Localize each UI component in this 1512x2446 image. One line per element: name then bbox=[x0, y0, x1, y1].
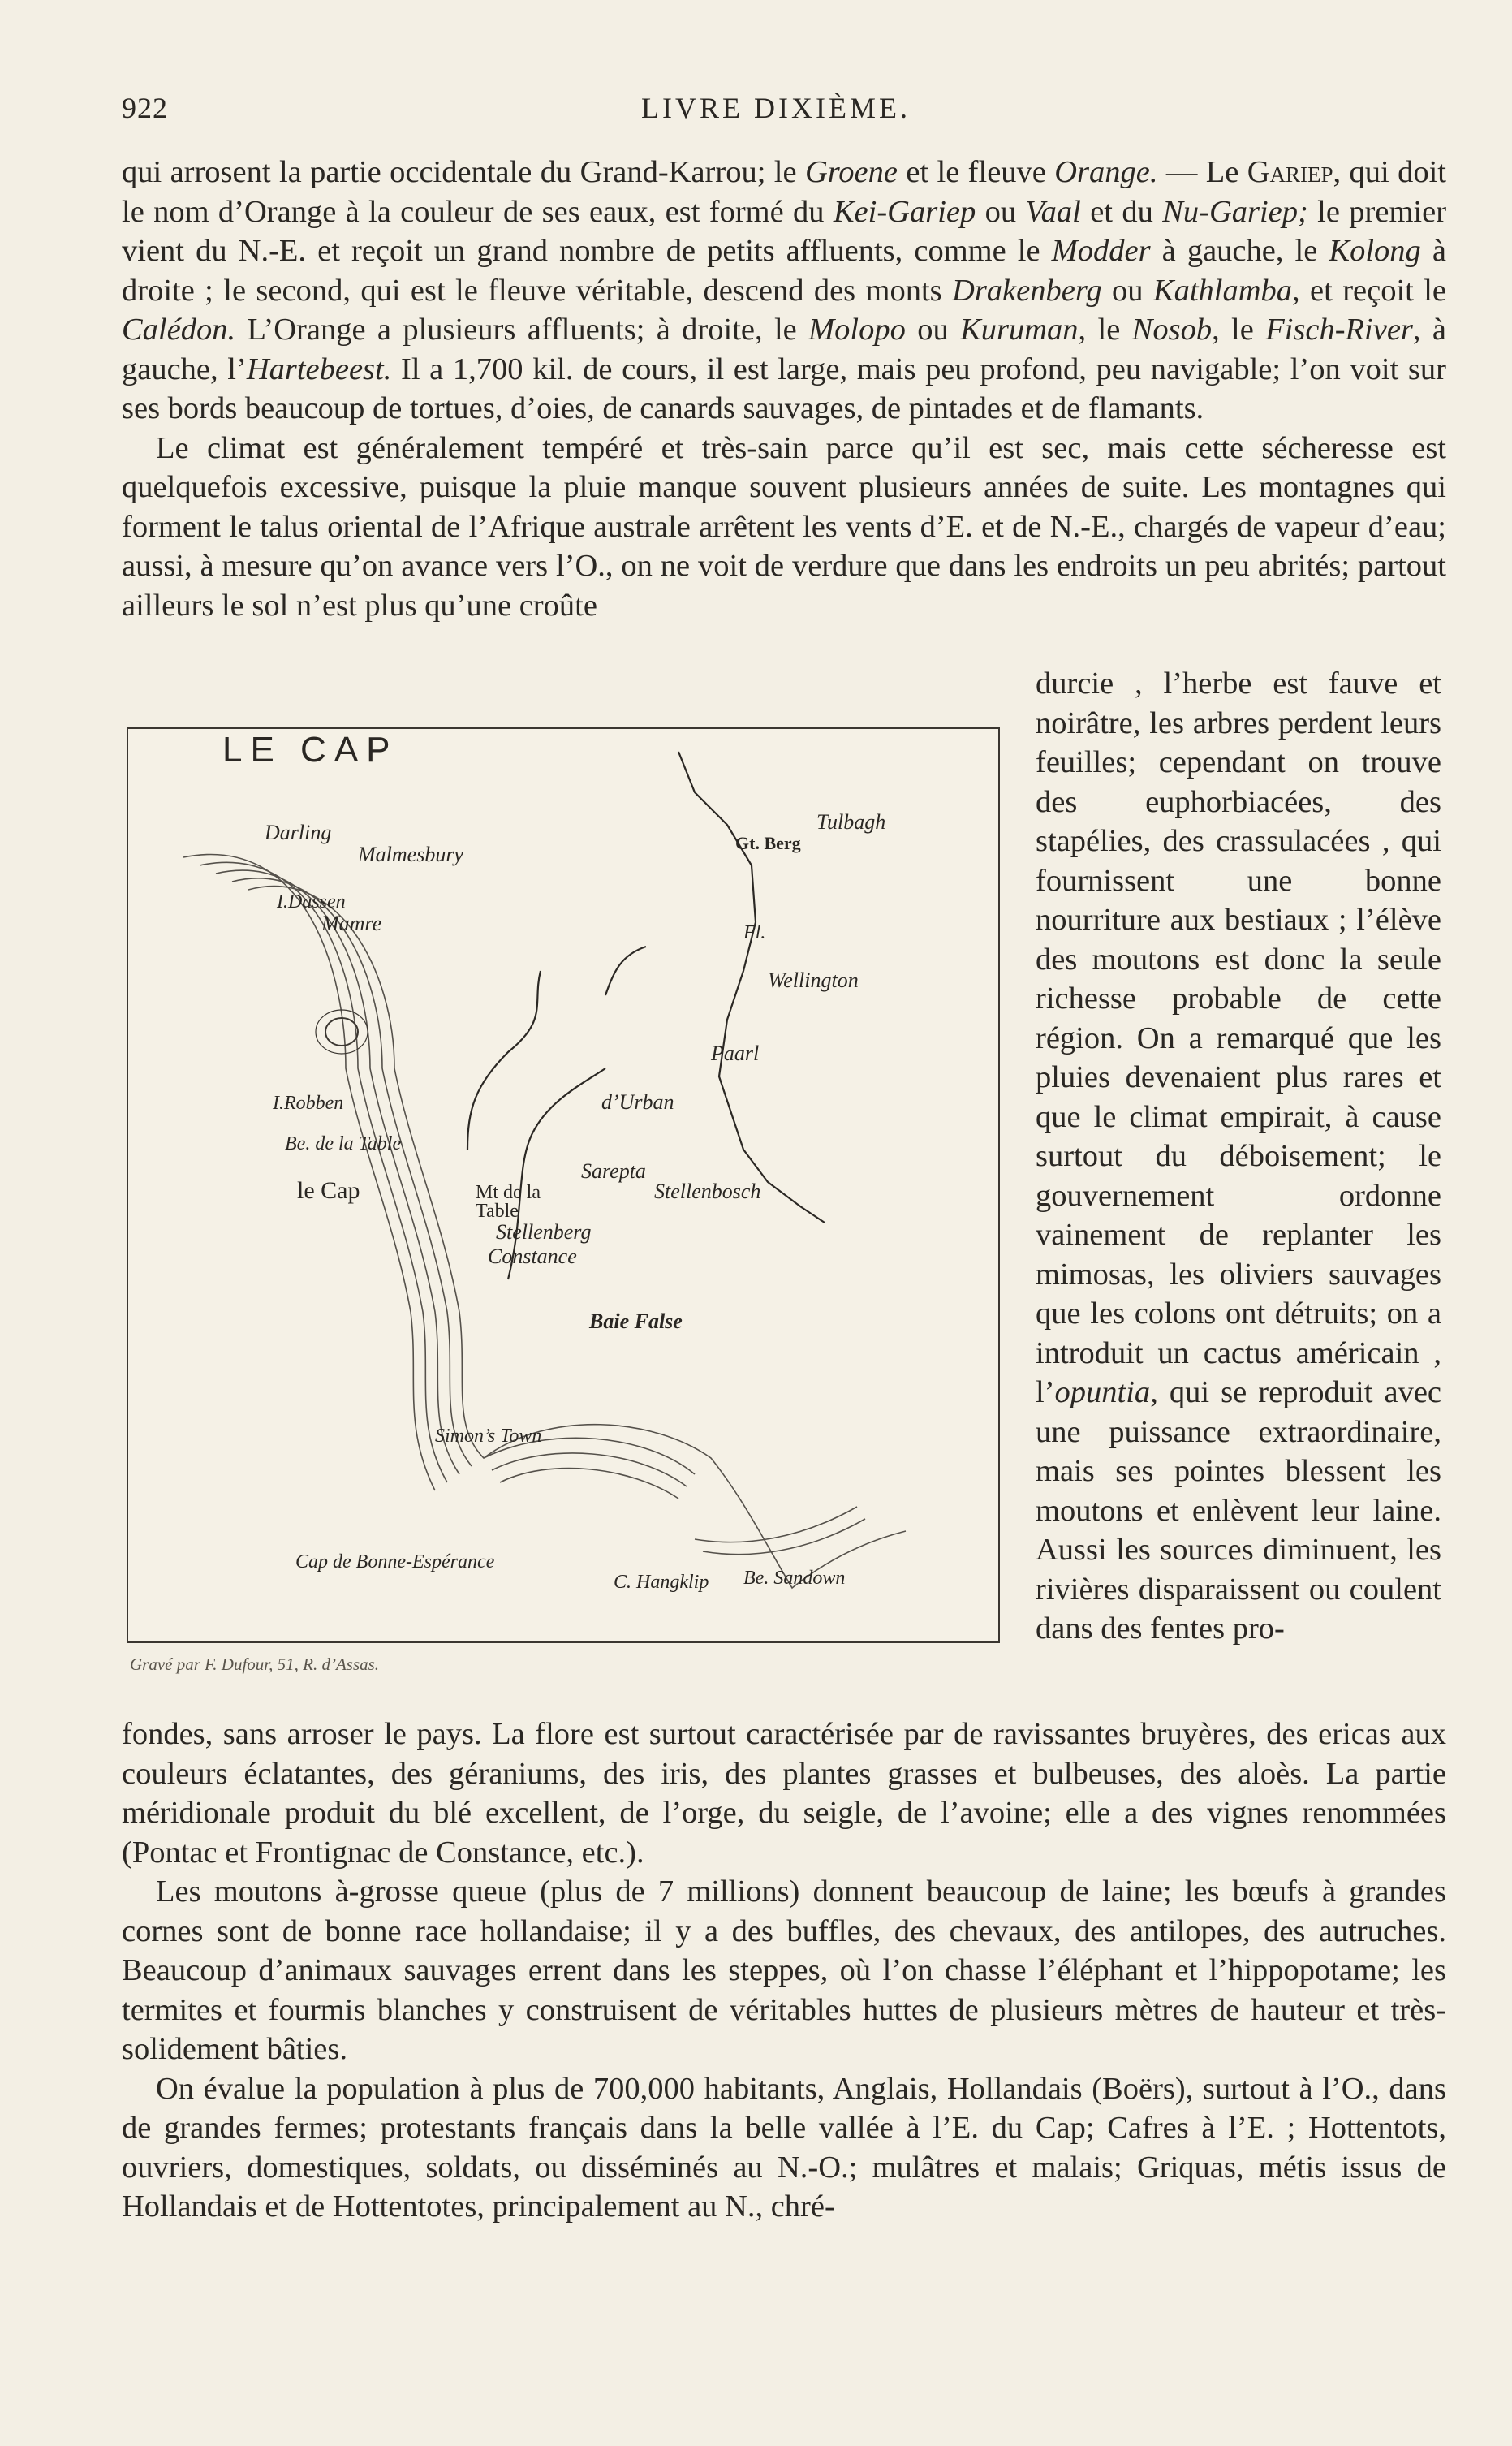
paragraph-population: On évalue la population à plus de 700,000 habitants, Anglais, Hollandais (Boërs), surtout à l’O., dans de grandes fermes; protestants français dans la belle vallée à l’E. du Cap; Cafres à l’E. ; Hottentots, ouvriers, domestiques, soldats, ou disséminés au N.-O.; mulâtres et malais; Griquas, métis issus de Hollandais et de Hottentotes, principalement au N., chré- bbox=[122, 2071, 1446, 2224]
paragraph-flora: fondes, sans arroser le pays. La flore est surtout caractérisée par de ravissantes bruyères, des ericas aux couleurs éclatantes, des géraniums, des iris, des plantes grasses et bulbeuses, des aloès. La partie méridionale produit du blé excellent, de l’orge, du seigle, de l’avoine; elle a des vignes renommées (Pontac et Frontignac de Constance, etc.). bbox=[122, 1717, 1446, 1870]
map-title: LE CAP bbox=[222, 730, 398, 770]
label-gt-berg: Gt. Berg bbox=[735, 833, 801, 853]
label-stellenberg: Stellenberg bbox=[496, 1220, 592, 1244]
running-header bbox=[122, 91, 1447, 132]
paragraph-climate-top: Le climat est généralement tempéré et très-sain parce qu’il est sec, mais cette sécheresse est quelquefois excessive, puisque la pluie manque souvent plusieurs années de suite. Les montagnes qui forment le talus oriental de l’Afrique australe arrêtent les vents d’E. et de N.-E., chargés de vapeur d’eau; aussi, à mesure qu’on avance vers l’O., on ne voit de verdure que dans les endroits un peu abrités; partout ailleurs le sol n’est plus qu’une croûte bbox=[122, 430, 1446, 623]
paragraph-climate-side: durcie , l’herbe est fauve et noirâtre, les arbres perdent leurs feuilles; cependant on trouve des euphorbiacées, des stapélies, des crassulacées , qui fournissent une bonne nourriture aux bestiaux ; l’élève des moutons est donc la seule richesse probable de cette région. On a remarqué que les pluies devenaient plus rares et que le climat empirait, à cause surtout du déboisement; le gouvernement ordonne vainement de replanter les mimosas, les oliviers sauvages que les colons ont détruits; on a introduit un cactus américain , l’opuntia, qui se reproduit avec une puissance extraordinaire, mais ses pointes blessent les moutons et enlèvent leur laine. Aussi les sources diminuent, les rivières disparaissent ou coulent dans des fentes pro- bbox=[1036, 667, 1441, 1646]
label-simons-town: Simon’s Town bbox=[435, 1426, 542, 1447]
label-paarl: Paarl bbox=[711, 1042, 760, 1065]
label-mt-table-2: Table bbox=[476, 1201, 519, 1222]
engraver-credit: Gravé par F. Dufour, 51, R. d’Assas. bbox=[130, 1654, 380, 1674]
map-le-cap bbox=[122, 724, 1002, 1674]
page-number: 922 bbox=[122, 92, 168, 124]
label-i-dassen: I.Dassen bbox=[277, 891, 346, 912]
label-darling: Darling bbox=[265, 821, 332, 844]
label-le-cap: le Cap bbox=[297, 1177, 360, 1204]
label-c-hangklip: C. Hangklip bbox=[614, 1572, 709, 1593]
label-constance: Constance bbox=[488, 1245, 577, 1268]
label-i-robben: I.Robben bbox=[273, 1093, 344, 1114]
label-b-table: Be. de la Table bbox=[285, 1133, 402, 1154]
label-cap-bonne: Cap de Bonne-Espérance bbox=[295, 1551, 495, 1572]
label-b-false: Baie False bbox=[589, 1309, 683, 1333]
label-d-urban: d’Urban bbox=[601, 1090, 674, 1114]
text-lower bbox=[122, 1715, 1446, 2227]
label-tulbagh: Tulbagh bbox=[816, 810, 886, 834]
label-wellington: Wellington bbox=[768, 968, 859, 992]
label-sarepta: Sarepta bbox=[581, 1159, 646, 1183]
map-engraving bbox=[127, 727, 1000, 1643]
book-title: LIVRE DIXIÈME. bbox=[641, 92, 911, 124]
label-malmesbury: Malmesbury bbox=[358, 843, 463, 866]
label-mamre: Mamre bbox=[321, 912, 382, 935]
paragraph-orange-river: qui arrosent la partie occidentale du Grand-Karrou; le Groene et le fleuve Orange. — Le Gariep, qui doit le nom d’Orange à la couleur de ses eaux, est formé du Kei-Gariep ou Vaal et du Nu-Gariep; le premier vient du N.-E. et reçoit un grand nombre de petits affluents, comme le Modder à gauche, le Kolong à droite ; le second, qui est le fleuve véritable, descend des monts Drakenberg ou Kathlamba, et reçoit le Calédon. L’Orange a plusieurs affluents; à droite, le Molopo ou Kuruman, le Nosob, le Fisch-River, à gauche, l’Hartebeest. Il a 1,700 kil. de cours, il est large, mais peu profond, peu navigable; l’on voit sur ses bords beaucoup de tortues, d’oies, de canards sauvages, de pintades et de flamants. bbox=[122, 155, 1447, 425]
label-fl: Fl. bbox=[743, 922, 766, 943]
text-beside-map bbox=[1036, 664, 1441, 1649]
text-upper bbox=[122, 153, 1446, 625]
label-mt-table-1: Mt de la bbox=[476, 1182, 541, 1203]
label-stellenbosch: Stellenbosch bbox=[654, 1180, 761, 1203]
label-b-sandown: Be. Sandown bbox=[743, 1568, 846, 1589]
paragraph-animals: Les moutons à-grosse queue (plus de 7 millions) donnent beaucoup de laine; les bœufs à grandes cornes sont de bonne race hollandaise; il y a des buffles, des chevaux, des antilopes, des autruches. Beaucoup d’animaux sauvages errent dans les steppes, où l’on chasse l’éléphant et l’hippopotame; les termites et fourmis blanches y construisent de véritables huttes de plusieurs mètres de hauteur et très-solidement bâties. bbox=[122, 1874, 1446, 2066]
